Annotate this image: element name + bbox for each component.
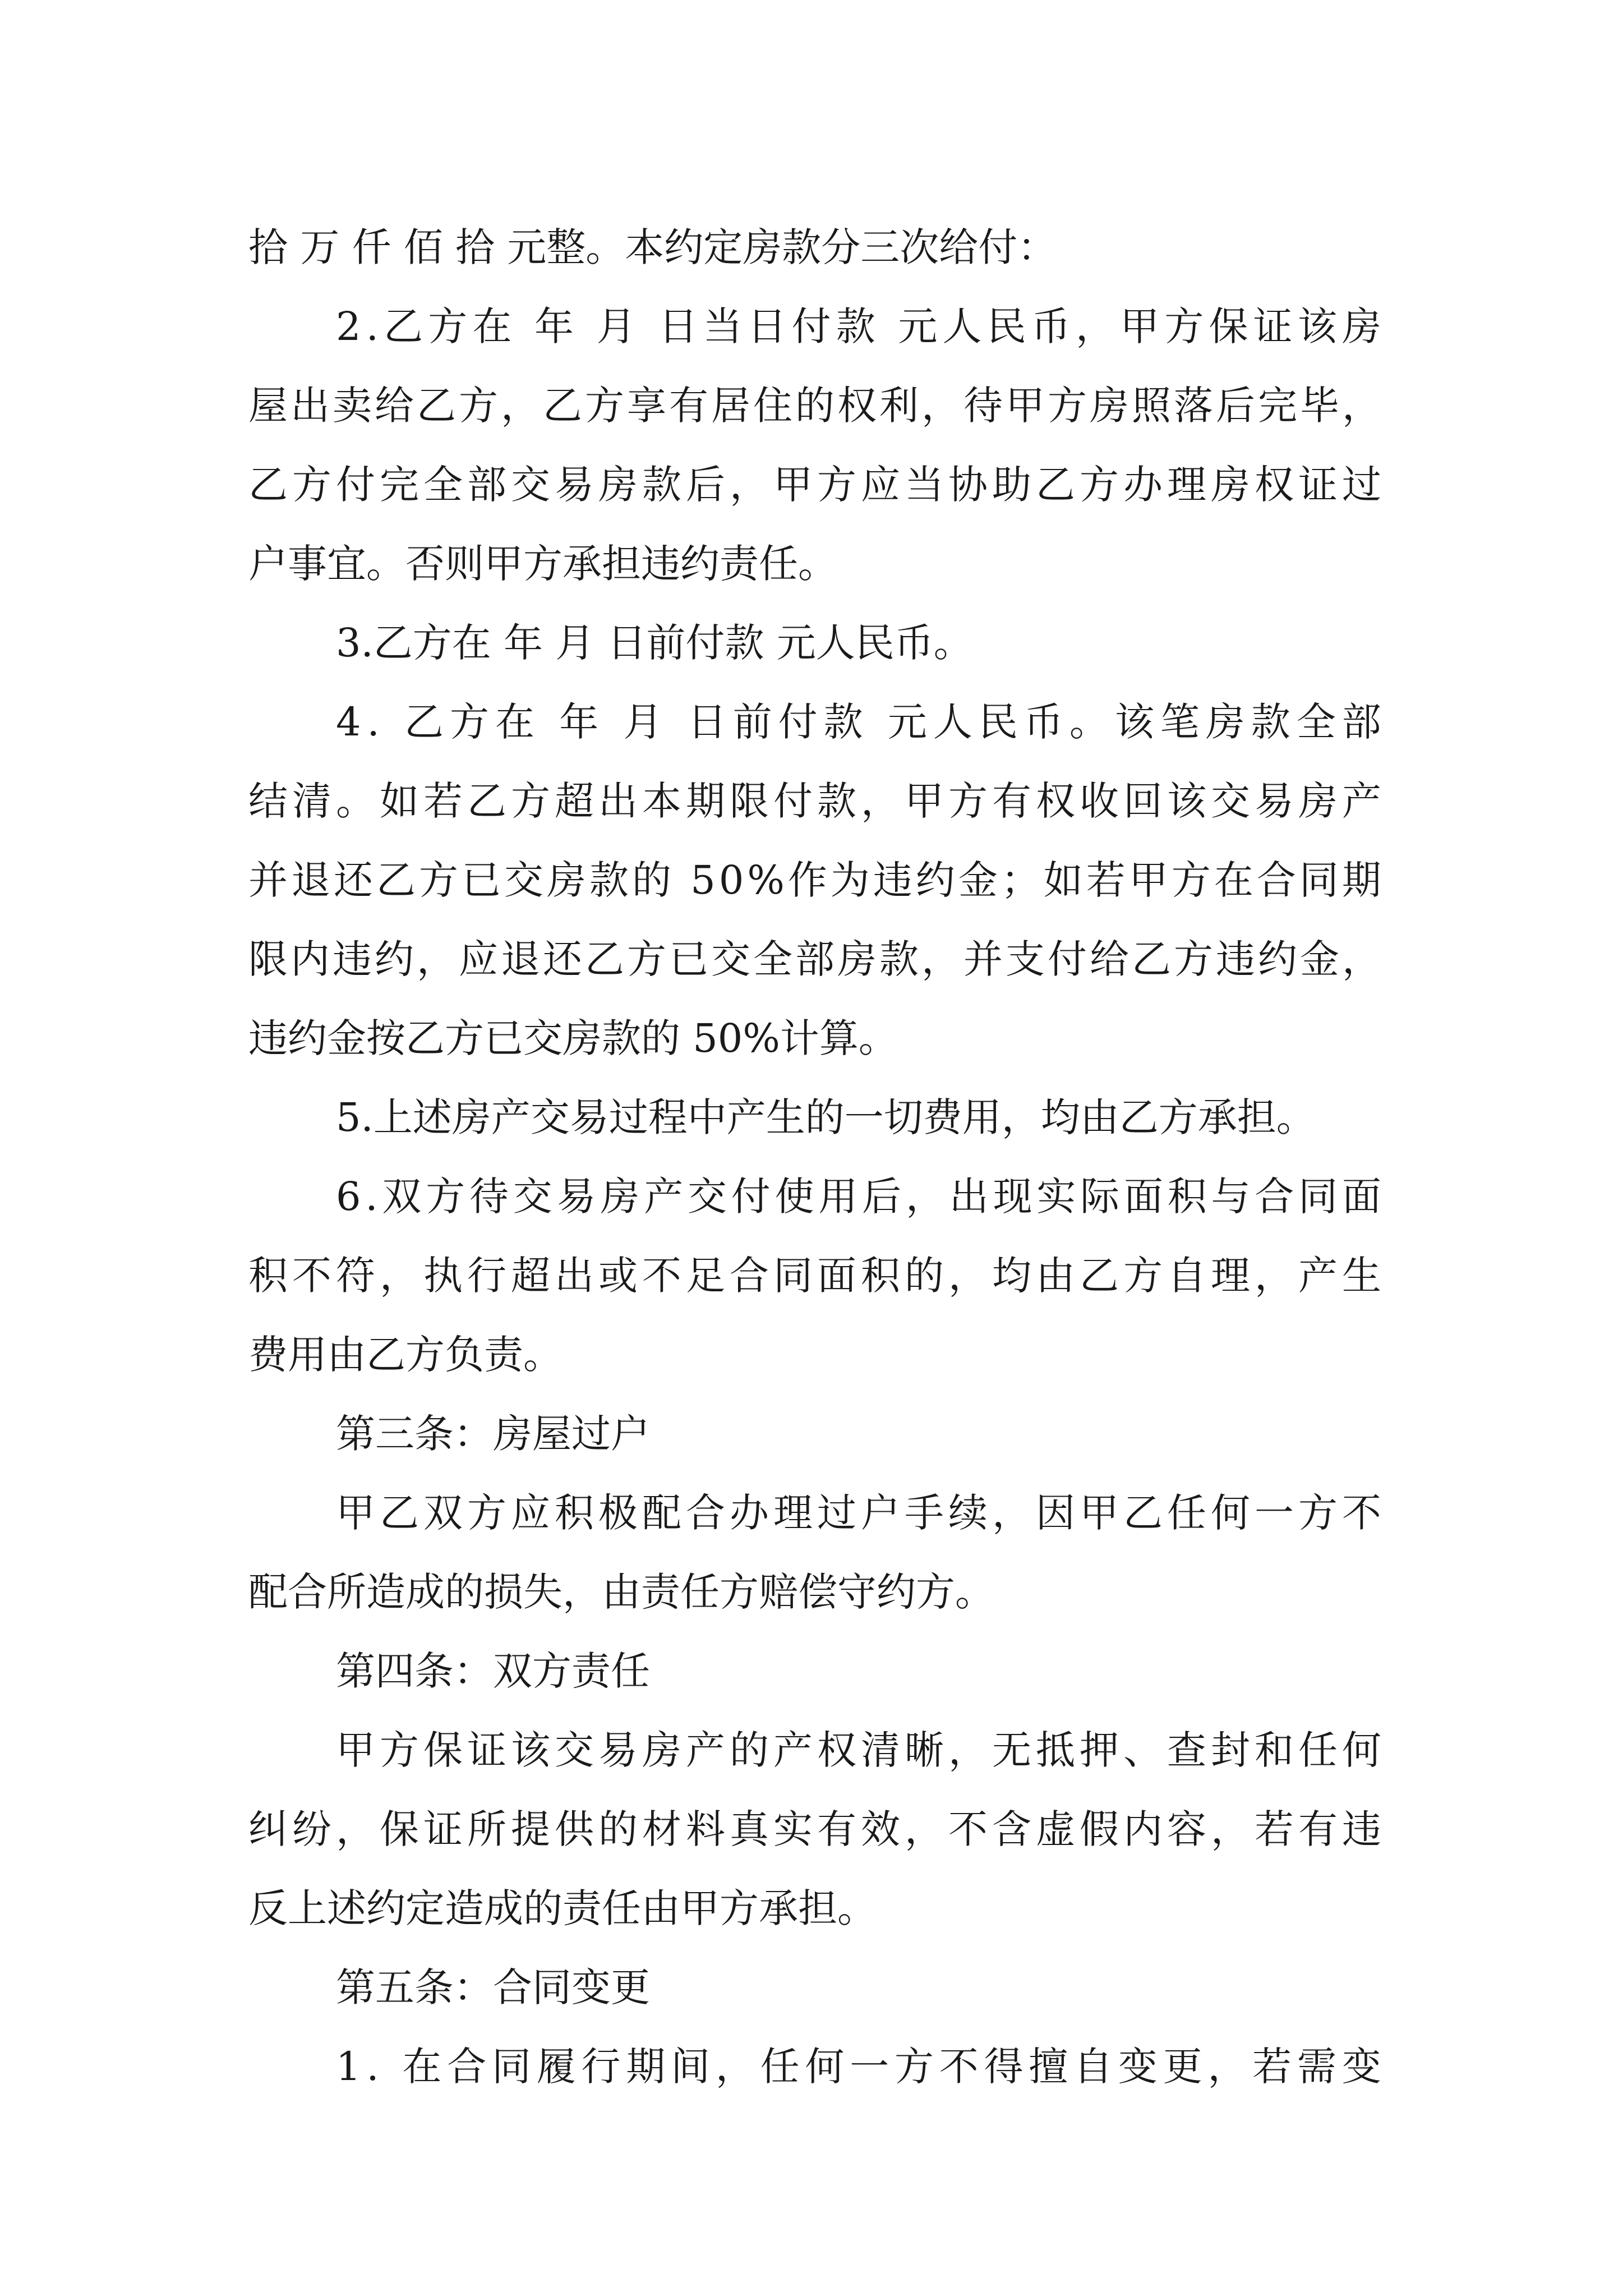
text-line-3: 屋 出 卖 给 乙 方 ， 乙 方 享 有 居 住 的 权 利 ， 待 甲 方 房 照 落 后 完 毕 ， xyxy=(248,383,1381,429)
text-line-6: 3.乙方在 年 月 日前付款 元人民币。 xyxy=(336,620,973,666)
text-line-1: 拾 万 仟 佰 拾 元整。本约定房款分三次给付： xyxy=(248,224,1057,270)
text-line-18: 配合所造成的损失，由责任方赔偿守约方。 xyxy=(248,1569,994,1615)
text-line-14: 积 不 符 ， 执 行 超 出 或 不 足 合 同 面 积 的 ， 均 由 乙 方 自 理 ， 产 生 xyxy=(248,1253,1381,1299)
text-line-11: 违约金按乙方已交房款的 50%计算。 xyxy=(248,1015,898,1061)
text-line-5: 户事宜。否则甲方承担违约责任。 xyxy=(248,541,837,587)
text-line-24: 1 . 在 合 同 履 行 期 间 ， 任 何 一 方 不 得 擅 自 变 更 ， 若 需 变 xyxy=(336,2044,1381,2090)
section-heading-5: 第五条：合同变更 xyxy=(336,1964,650,2010)
text-line-17: 甲 乙 双 方 应 积 极 配 合 办 理 过 户 手 续 ， 因 甲 乙 任 何 一 方 不 xyxy=(336,1490,1381,1536)
section-heading-4: 第四条：双方责任 xyxy=(336,1648,650,1694)
text-line-2: 2 . 乙 方 在 年 月 日 当 日 付 款 元 人 民 币 ， 甲 方 保 证 该 房 xyxy=(336,303,1381,349)
text-line-9: 并 退 还 乙 方 已 交 房 款 的 5 0 % 作 为 违 约 金 ； 如 若 甲 方 在 合 同 期 xyxy=(248,857,1381,903)
document-body xyxy=(248,208,1381,2106)
text-line-4: 乙 方 付 完 全 部 交 易 房 款 后 ， 甲 方 应 当 协 助 乙 方 办 理 房 权 证 过 xyxy=(248,462,1381,508)
text-line-20: 甲 方 保 证 该 交 易 房 产 的 产 权 清 晰 ， 无 抵 押 、 查 封 和 任 何 xyxy=(336,1727,1381,1773)
text-line-12: 5.上述房产交易过程中产生的一切费用，均由乙方承担。 xyxy=(336,1094,1316,1140)
text-line-21: 纠 纷 ， 保 证 所 提 供 的 材 料 真 实 有 效 ， 不 含 虚 假 内 容 ， 若 有 违 xyxy=(248,1806,1381,1852)
text-line-22: 反上述约定造成的责任由甲方承担。 xyxy=(248,1885,877,1931)
section-heading-3: 第三条：房屋过户 xyxy=(336,1411,650,1457)
text-line-8: 结 清 。 如 若 乙 方 超 出 本 期 限 付 款 ， 甲 方 有 权 收 回 该 交 易 房 产 xyxy=(248,778,1381,824)
text-line-13: 6 . 双 方 待 交 易 房 产 交 付 使 用 后 ， 出 现 实 际 面 积 与 合 同 面 xyxy=(336,1174,1381,1220)
text-line-10: 限 内 违 约 ， 应 退 还 乙 方 已 交 全 部 房 款 ， 并 支 付 给 乙 方 违 约 金 ， xyxy=(248,936,1381,982)
text-line-7: 4 . 乙 方 在 年 月 日 前 付 款 元 人 民 币 。 该 笔 房 款 全 部 xyxy=(336,699,1381,745)
text-line-15: 费用由乙方负责。 xyxy=(248,1332,562,1378)
